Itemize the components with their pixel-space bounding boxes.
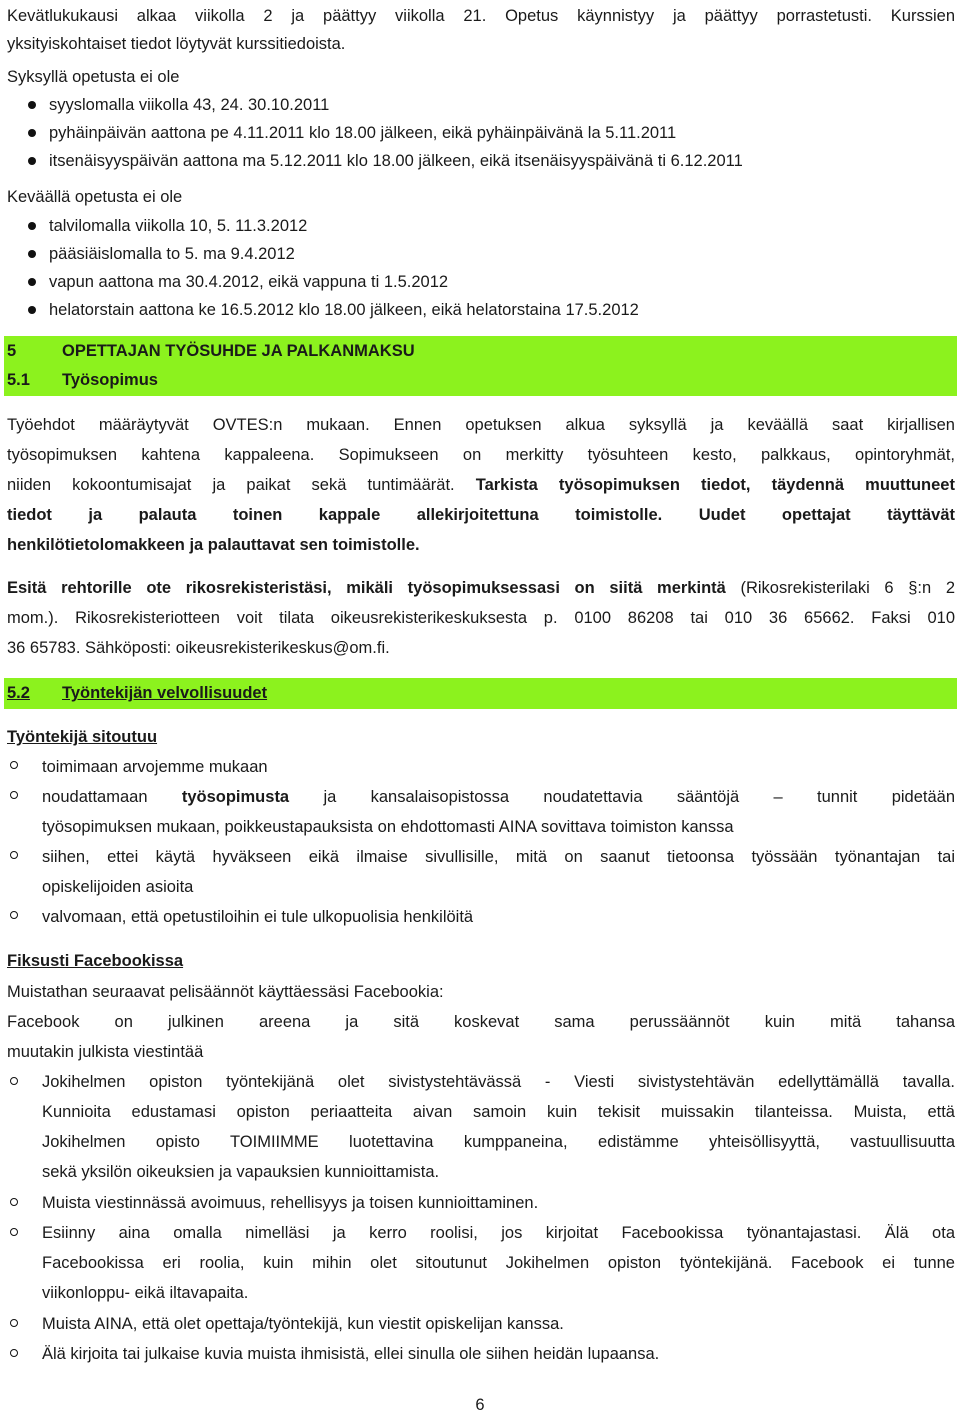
autumn-item-1: syyslomalla viikolla 43, 24. 30.10.2011 [49, 96, 330, 114]
circle-bullet-icon [10, 1077, 18, 1085]
spring-item-2: pääsiäislomalla to 5. ma 9.4.2012 [49, 245, 295, 263]
facebook-item-1-line-2: Kunnioita edustamasi opiston periaatteita aivan samoin kuin tekisit muissakin tilanteissa. Muista, että [42, 1103, 955, 1121]
circle-bullet-icon [10, 1349, 18, 1357]
contract-text: (Rikosrekisterilaki 6 §:n 2 [740, 579, 955, 597]
facebook-heading: Fiksusti Facebookissa [7, 952, 184, 970]
circle-bullet-icon [10, 1319, 18, 1327]
contract-p1-line-2 [7, 440, 955, 470]
section-5-1-title: Työsopimus [62, 371, 158, 389]
commit-item-1: toimimaan arvojemme mukaan [42, 758, 268, 776]
contract-text: työsopimuksen kahtena kappaleena. [7, 446, 315, 464]
contract-p1-line-1 [7, 410, 955, 440]
section-5-1-heading [7, 365, 955, 395]
contract-p2-line-2: mom.). Rikosrekisteriotteen voit tilata oikeusrekisterikeskuksesta p. 0100 86208 tai 010 36 65662. Faksi 010 [7, 609, 955, 627]
contract-text-bold: Esitä rehtorille ote rikosrekisteristäsi, mikäli työsopimuksessasi on siitä merkintä [7, 579, 726, 597]
spring-item-3: vapun aattona ma 30.4.2012, eikä vappuna ti 1.5.2012 [49, 273, 449, 291]
facebook-item-1-line-3: Jokihelmen opisto TOIMIIMME luotettavina kumppaneina, edistämme yhteisöllisyyttä, vastuullisuutta [42, 1133, 955, 1151]
autumn-item-3: itsenäisyyspäivän aattona ma 5.12.2011 klo 18.00 jälkeen, eikä itsenäisyyspäivänä ti 6.12.2011 [49, 152, 743, 170]
commit-text: noudattamaan [42, 788, 148, 806]
contract-p2-line-1 [7, 573, 955, 603]
facebook-item-5: Älä kirjoita tai julkaise kuvia muista ihmisistä, ellei sinulla ole siihen heidän lupaansa. [42, 1345, 660, 1363]
spring-item-1: talvilomalla viikolla 10, 5. 11.3.2012 [49, 217, 308, 235]
commit-item-2-line-2: työsopimuksen mukaan, poikkeustapauksista on ehdottomasti AINA sovittava toimiston kanssa [42, 818, 734, 836]
spring-heading: Keväällä opetusta ei ole [7, 188, 183, 206]
contract-text-bold: Uudet opettajat täyttävät [698, 506, 956, 524]
facebook-item-1-line-4: sekä yksilön oikeuksien ja vapauksien kunnioittamista. [42, 1163, 440, 1181]
contract-text: Ennen opetuksen alkua syksyllä ja keväällä saat kirjallisen [393, 416, 955, 434]
spring-item-4: helatorstain aattona ke 16.5.2012 klo 18.00 jälkeen, eikä helatorstaina 17.5.2012 [49, 301, 639, 319]
bullet-icon [28, 278, 36, 286]
contract-text: niiden kokoontumisajat ja paikat sekä tuntimäärät. [7, 476, 455, 494]
bullet-icon [28, 129, 36, 137]
facebook-item-3-line-2: Facebookissa eri roolia, kuin mihin olet sitoutunut Jokihelmen opiston työntekijänä. Facebook ei tunne [42, 1254, 955, 1272]
commit-item-2-line-1 [42, 782, 955, 812]
facebook-item-1-line-1: Jokihelmen opiston työntekijänä olet sivistystehtävässä - Viesti sivistystehtävän edellyttämällä tavalla. [42, 1073, 955, 1091]
commit-text: ja kansalaisopistossa noudatettavia sääntöjä – tunnit pidetään [323, 788, 956, 806]
facebook-intro: Muistathan seuraavat pelisäännöt käyttäessäsi Facebookia: [7, 983, 444, 1001]
page-number: 6 [475, 1396, 485, 1414]
circle-bullet-icon [10, 911, 18, 919]
facebook-item-4: Muista AINA, että olet opettaja/työntekijä, kun viestit opiskelijan kanssa. [42, 1315, 564, 1333]
circle-bullet-icon [10, 791, 18, 799]
commit-item-3-line-2: opiskelijoiden asioita [42, 878, 194, 896]
bullet-icon [28, 222, 36, 230]
section-5-number: 5 [7, 342, 17, 360]
section-5-1-number: 5.1 [7, 371, 30, 389]
intro-line-1: Kevätlukukausi alkaa viikolla 2 ja päättyy viikolla 21. Opetus käynnistyy ja päättyy porrastetusti. Kurssien [7, 7, 955, 25]
bullet-icon [28, 157, 36, 165]
autumn-heading: Syksyllä opetusta ei ole [7, 68, 180, 86]
facebook-item-2: Muista viestinnässä avoimuus, rehellisyys ja toisen kunnioittaminen. [42, 1194, 539, 1212]
circle-bullet-icon [10, 1198, 18, 1206]
contract-p1-line-3 [7, 470, 955, 500]
contract-text-bold: Tarkista työsopimuksen tiedot, täydennä muuttuneet [475, 476, 955, 494]
facebook-item-3-line-3: viikonloppu- eikä iltavapaita. [42, 1284, 249, 1302]
circle-bullet-icon [10, 761, 18, 769]
commit-text-bold: työsopimusta [181, 788, 290, 806]
section-5-heading [7, 336, 955, 366]
section-5-title: OPETTAJAN TYÖSUHDE JA PALKANMAKSU [62, 342, 415, 360]
commit-item-4: valvomaan, että opetustiloihin ei tule ulkopuolisia henkilöitä [42, 908, 474, 926]
bullet-icon [28, 306, 36, 314]
facebook-para-line-1: Facebook on julkinen areena ja sitä koskevat sama perussäännöt kuin mitä tahansa [7, 1013, 955, 1031]
section-5-2-heading [7, 678, 955, 708]
facebook-item-3-line-1: Esiinny aina omalla nimelläsi ja kerro roolisi, jos kirjoitat Facebookissa työnantajastasi. Älä ota [42, 1224, 955, 1242]
bullet-icon [28, 101, 36, 109]
section-5-2-number: 5.2 [7, 684, 30, 702]
commit-heading: Työntekijä sitoutuu [7, 728, 158, 746]
contract-text: Sopimukseen on merkitty työsuhteen kesto, palkkaus, opintoryhmät, [338, 446, 955, 464]
contract-text-bold: tiedot ja palauta toinen kappale allekirjoitettuna toimistolle. [7, 506, 663, 524]
circle-bullet-icon [10, 1228, 18, 1236]
section-5-2-title: Työntekijän velvollisuudet [62, 684, 268, 702]
facebook-para-line-2: muutakin julkista viestintää [7, 1043, 204, 1061]
contract-p1-line-4 [7, 500, 955, 530]
circle-bullet-icon [10, 851, 18, 859]
intro-line-2: yksityiskohtaiset tiedot löytyvät kurssitiedoista. [7, 35, 346, 53]
contract-p2-line-3: 36 65783. Sähköposti: oikeusrekisterikeskus@om.fi. [7, 639, 390, 657]
contract-p1-line-5: henkilötietolomakkeen ja palauttavat sen toimistolle. [7, 536, 420, 554]
autumn-item-2: pyhäinpäivän aattona pe 4.11.2011 klo 18.00 jälkeen, eikä pyhäinpäivänä la 5.11.2011 [49, 124, 677, 142]
bullet-icon [28, 250, 36, 258]
commit-item-3-line-1: siihen, ettei käytä hyväkseen eikä ilmaise sivullisille, mitä on saanut tietoonsa työssään työnantajan tai [42, 848, 955, 866]
contract-text: Työehdot määräytyvät OVTES:n mukaan. [7, 416, 370, 434]
